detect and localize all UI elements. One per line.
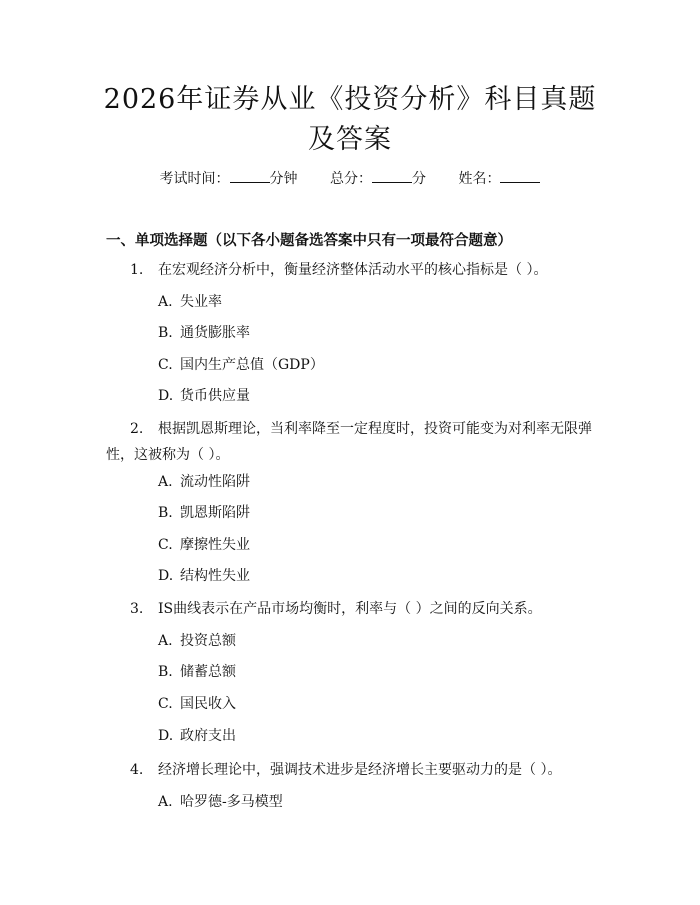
question-2 [106,416,610,468]
question-number: 2. [130,421,144,437]
exam-time-unit: 分钟 [269,171,298,187]
option-1b [158,323,250,343]
question-number: 1. [130,262,144,278]
question-text: 根据凯恩斯理论，当利率降至一定程度时，投资可能变为对利率无限弹性，这被称为（ ）。 [106,421,592,463]
option-text: 货币供应量 [180,388,250,404]
option-letter: A. [158,474,173,490]
section-title: 一、单项选择题（以下各小题备选答案中只有一项最符合题意） [106,232,512,249]
question-text: IS曲线表示在产品市场均衡时，利率与（ ）之间的反向关系。 [158,601,542,617]
option-letter: A. [158,294,173,310]
exam-info-line [0,168,700,188]
option-text: 国民收入 [180,696,236,712]
option-letter: B. [158,325,173,341]
option-1c [158,355,324,375]
total-score-unit: 分 [412,171,426,187]
question-text: 经济增长理论中，强调技术进步是经济增长主要驱动力的是（ ）。 [158,762,562,778]
student-name-label: 姓名： [458,171,501,187]
option-letter: A. [158,794,173,810]
option-text: 通货膨胀率 [180,325,250,341]
option-letter: A. [158,633,173,649]
question-number: 4. [130,762,144,778]
option-letter: B. [158,505,173,521]
option-1d [158,386,250,406]
option-letter: B. [158,664,173,680]
exam-time-label: 考试时间： [159,171,230,187]
option-text: 摩擦性失业 [180,537,250,553]
exam-time-blank [230,168,270,183]
option-text: 失业率 [180,294,222,310]
option-letter: D. [158,728,174,744]
student-name-blank [500,168,540,183]
option-3d [158,726,236,746]
option-text: 哈罗德-多马模型 [180,794,283,810]
question-4 [130,757,610,783]
exam-time [160,168,298,188]
option-1a [158,292,222,312]
option-letter: C. [158,357,173,373]
student-name [458,168,540,188]
option-letter: D. [158,388,174,404]
question-3 [130,596,610,622]
total-score-blank [372,168,412,183]
option-2d [158,566,250,586]
option-2c [158,535,250,555]
option-3c [158,694,236,714]
option-text: 政府支出 [180,728,236,744]
option-letter: D. [158,568,174,584]
question-text: 在宏观经济分析中，衡量经济整体活动水平的核心指标是（ ）。 [158,262,548,278]
option-4a [158,792,283,812]
total-score [330,168,426,188]
page-title: 2026年证券从业《投资分析》科目真题及答案 [103,84,597,155]
option-text: 流动性陷阱 [180,474,250,490]
total-score-label: 总分： [330,171,372,187]
option-text: 投资总额 [180,633,236,649]
option-letter: C. [158,537,173,553]
option-text: 凯恩斯陷阱 [180,505,250,521]
option-letter: C. [158,696,173,712]
option-text: 储蓄总额 [180,664,236,680]
option-3b [158,662,236,682]
option-text: 国内生产总值（GDP） [180,357,324,373]
option-2b [158,503,250,523]
option-text: 结构性失业 [180,568,250,584]
question-1 [130,257,610,283]
option-3a [158,631,236,651]
option-2a [158,472,250,492]
question-number: 3. [130,601,144,617]
